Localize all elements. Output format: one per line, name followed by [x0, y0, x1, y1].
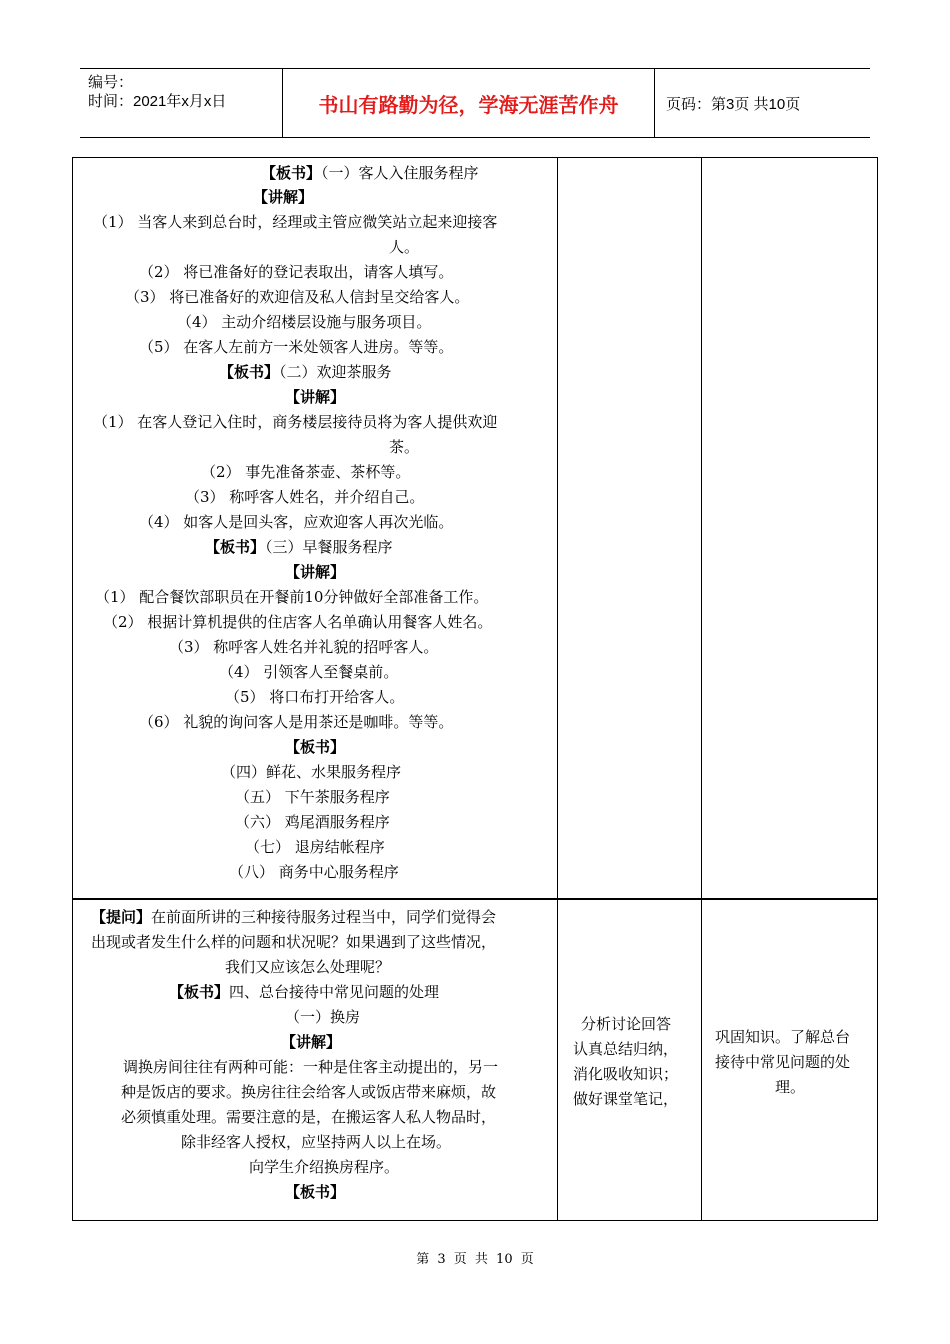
text-line — [123, 1057, 498, 1077]
text-line — [177, 312, 431, 332]
text-line — [285, 1007, 360, 1027]
text-line — [185, 487, 424, 507]
line-text: （4） 如客人是回头客，应欢迎客人再次光临。 — [139, 513, 454, 531]
line-text: （6） 礼貌的询问客人是用茶还是咖啡。等等。 — [139, 713, 454, 731]
line-text: （2） 根据计算机提供的住店客人名单确认用餐客人姓名。 — [103, 613, 493, 631]
line-text: （1） 配合餐饮部职员在开餐前10分钟做好全部准备工作。 — [95, 588, 489, 606]
section-tag: 【讲解】 — [285, 563, 346, 581]
cell-line: 分析讨论回答 — [581, 1015, 672, 1033]
code-label: 编号： — [88, 74, 134, 91]
text-line — [245, 837, 385, 857]
text-line — [139, 712, 453, 732]
section-tag: 【讲解】 — [281, 1033, 342, 1051]
line-text: （5） 在客人左前方一米处领客人进房。等等。 — [139, 338, 454, 356]
line-text: 调换房间往往有两种可能：一种是住客主动提出的，另一 — [123, 1058, 499, 1076]
line-text: （一）客人入住服务程序 — [321, 164, 479, 182]
line-text: （八） 商务中心服务程序 — [229, 863, 399, 881]
line-text: （1） 在客人登记入住时，商务楼层接待员将为客人提供欢迎 — [93, 413, 498, 431]
text-line — [91, 907, 496, 927]
section-tag: 【讲解】 — [285, 388, 346, 406]
column-divider — [557, 158, 558, 1220]
text-line — [181, 1132, 451, 1152]
cell-line: 理。 — [775, 1078, 806, 1096]
line-text: 种是饭店的要求。换房往往会给客人或饭店带来麻烦，故 — [121, 1083, 497, 1101]
section-tag: 【板书】 — [169, 983, 230, 1001]
text-line — [139, 337, 453, 357]
line-text: （2） 事先准备茶壶、茶杯等。 — [201, 463, 411, 481]
line-text: （六） 鸡尾酒服务程序 — [235, 813, 390, 831]
text-line — [205, 537, 393, 557]
line-text: 茶。 — [389, 438, 420, 456]
cell-line: 认真总结归纳， — [573, 1040, 679, 1058]
line-text: （4） 主动介绍楼层设施与服务项目。 — [177, 313, 432, 331]
section-tag: 【板书】 — [219, 363, 280, 381]
section-tag: 【提问】 — [91, 908, 152, 926]
text-line — [95, 587, 488, 607]
text-line — [219, 662, 398, 682]
text-line — [281, 1032, 341, 1052]
text-line — [201, 462, 410, 482]
section-tag: 【板书】 — [205, 538, 266, 556]
text-line — [253, 187, 313, 207]
text-line — [169, 637, 438, 657]
line-text: 四、总台接待中常见问题的处理 — [229, 983, 440, 1001]
text-line — [235, 812, 390, 832]
line-text: 必须慎重处理。需要注意的是，在搬运客人私人物品时， — [121, 1108, 497, 1126]
text-line — [93, 412, 497, 432]
page-header — [80, 68, 870, 138]
text-line — [225, 687, 404, 707]
text-line — [121, 1082, 496, 1102]
text-line — [249, 1157, 399, 1177]
text-line — [285, 1182, 345, 1202]
text-line — [219, 362, 392, 382]
text-line — [235, 787, 390, 807]
text-line — [221, 762, 401, 782]
line-text: （一）换房 — [285, 1008, 361, 1026]
line-text: 人。 — [389, 238, 420, 256]
line-text: （4） 引领客人至餐桌前。 — [219, 663, 399, 681]
row-divider — [73, 898, 877, 900]
text-line — [389, 237, 419, 257]
line-text: 我们又应该怎么处理呢？ — [225, 958, 391, 976]
line-text: （四）鲜花、水果服务程序 — [221, 763, 402, 781]
column-divider — [701, 158, 702, 1220]
text-line — [169, 982, 439, 1002]
line-text: （1） 当客人来到总台时，经理或主管应微笑站立起来迎接客 — [93, 213, 498, 231]
page-footer: 第 3 页 共 10 页 — [416, 1252, 534, 1267]
header-meta — [80, 69, 283, 137]
line-text: 除非经客人授权，应坚持两人以上在场。 — [181, 1133, 452, 1151]
page-indicator: 页码：第3页 共10页 — [666, 95, 801, 113]
text-line — [285, 737, 345, 757]
lesson-table — [72, 157, 878, 1221]
cell-line: 做好课堂笔记， — [573, 1090, 679, 1108]
text-line — [121, 1107, 496, 1127]
text-line — [389, 437, 419, 457]
section-tag: 【板书】 — [285, 1183, 346, 1201]
section-tag: 【讲解】 — [253, 188, 314, 206]
text-line — [285, 562, 345, 582]
time-label: 时间：2021年x月x日 — [88, 93, 227, 110]
motto: 书山有路勤为径，学海无涯苦作舟 — [283, 69, 655, 137]
text-line — [91, 932, 496, 952]
text-line — [125, 287, 469, 307]
section-tag: 【板书】 — [261, 164, 322, 182]
text-line — [139, 262, 453, 282]
cell-line: 消化吸收知识； — [573, 1065, 679, 1083]
line-text: （3） 将已准备好的欢迎信及私人信封呈交给客人。 — [125, 288, 470, 306]
line-text: （2） 将已准备好的登记表取出，请客人填写。 — [139, 263, 454, 281]
text-line — [103, 612, 492, 632]
line-text: （3） 称呼客人姓名，并介绍自己。 — [185, 488, 425, 506]
line-text: （二）欢迎茶服务 — [279, 363, 392, 381]
line-text: （三）早餐服务程序 — [265, 538, 393, 556]
text-line — [225, 957, 390, 977]
line-text: 出现或者发生什么样的问题和状况呢？如果遇到了这些情况， — [91, 933, 497, 951]
line-text: 在前面所讲的三种接待服务过程当中，同学们觉得会 — [151, 908, 497, 926]
text-line — [93, 212, 497, 232]
line-text: （七） 退房结帐程序 — [245, 838, 385, 856]
cell-line: 巩固知识。了解总台 — [715, 1028, 851, 1046]
text-line — [285, 387, 345, 407]
text-line — [139, 512, 453, 532]
cell-line: 接待中常见问题的处 — [715, 1053, 851, 1071]
section-tag: 【板书】 — [285, 738, 346, 756]
line-text: （3） 称呼客人姓名并礼貌的招呼客人。 — [169, 638, 439, 656]
line-text: 向学生介绍换房程序。 — [249, 1158, 400, 1176]
text-line — [229, 862, 399, 882]
text-line — [261, 163, 479, 183]
line-text: （五） 下午茶服务程序 — [235, 788, 390, 806]
line-text: （5） 将口布打开给客人。 — [225, 688, 405, 706]
